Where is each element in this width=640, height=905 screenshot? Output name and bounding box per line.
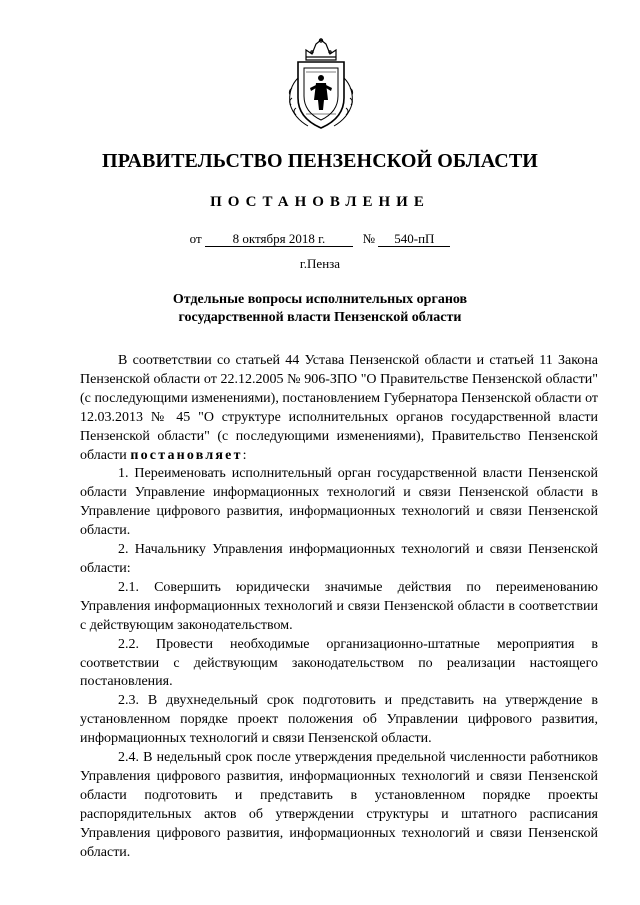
document-type: ПОСТАНОВЛЕНИЕ: [210, 194, 430, 210]
paragraph-2-4: 2.4. В недельный срок после утверждения предельной численности работников Управления цифрового развития, информационных технологий и связи Пензенской области подготовить и представить в установленном порядке проекты распорядительных актов об утверждении структуры и штатного расписания Управления цифрового развития, информационных технологий и связи Пензенской области.: [80, 750, 598, 860]
paragraph-2-2: 2.2. Провести необходимые организационно-штатные мероприятия в соответствии с действующим законодательством по реализации настоящего постановления.: [80, 636, 598, 690]
document-date-number: [0, 231, 640, 247]
document-city: г.Пенза: [299, 256, 341, 271]
subject-line-1: Отдельные вопросы исполнительных органов: [172, 292, 468, 307]
paragraph-1: 1. Переименовать исполнительный орган государственной власти Пензенской области Управление информационных технологий и связи Пензенской области в Управление цифрового развития, информационных технологий и связи Пензенской области.: [80, 466, 598, 539]
subject-line-2: государственной власти Пензенской области: [178, 310, 462, 325]
paragraph-2: 2. Начальнику Управления информационных технологий и связи Пензенской области:: [80, 542, 598, 576]
penza-region-coat-of-arms-icon: [284, 38, 358, 132]
number-prefix: №: [362, 231, 376, 246]
paragraph-2-1: 2.1. Совершить юридически значимые действия по переименованию Управления информационных технологий и связи Пензенской области в соответствии с действующим законодательством.: [80, 579, 598, 633]
resolves-suffix: :: [242, 447, 247, 463]
date-prefix: от: [189, 231, 202, 246]
resolves-keyword: постановляет: [130, 447, 243, 463]
paragraph-intro: [80, 352, 598, 465]
document-date: 8 октября 2018 г.: [205, 231, 353, 247]
document-body: [80, 352, 598, 862]
document-subject: [0, 291, 640, 327]
document-number: 540-пП: [378, 231, 450, 247]
paragraph-2-3: 2.3. В двухнедельный срок подготовить и представить на утверждение в установленном порядке проект положения об Управлении цифрового развития, информационных технологий и связи Пензенской области.: [80, 693, 598, 747]
intro-text: В соответствии со статьей 44 Устава Пензенской области и статьей 11 Закона Пензенской области от 22.12.2005 № 906-ЗПО "О Правительстве Пензенской области" (с последующими изменениями), постановлением Губернатора Пензенской области от 12.03.2013 № 45 "О структуре исполнительных органов государственной власти Пензенской области" (с последующими изменениями), Правительство Пензенской области: [80, 353, 598, 463]
government-name: ПРАВИТЕЛЬСТВО ПЕНЗЕНСКОЙ ОБЛАСТИ: [102, 150, 538, 172]
